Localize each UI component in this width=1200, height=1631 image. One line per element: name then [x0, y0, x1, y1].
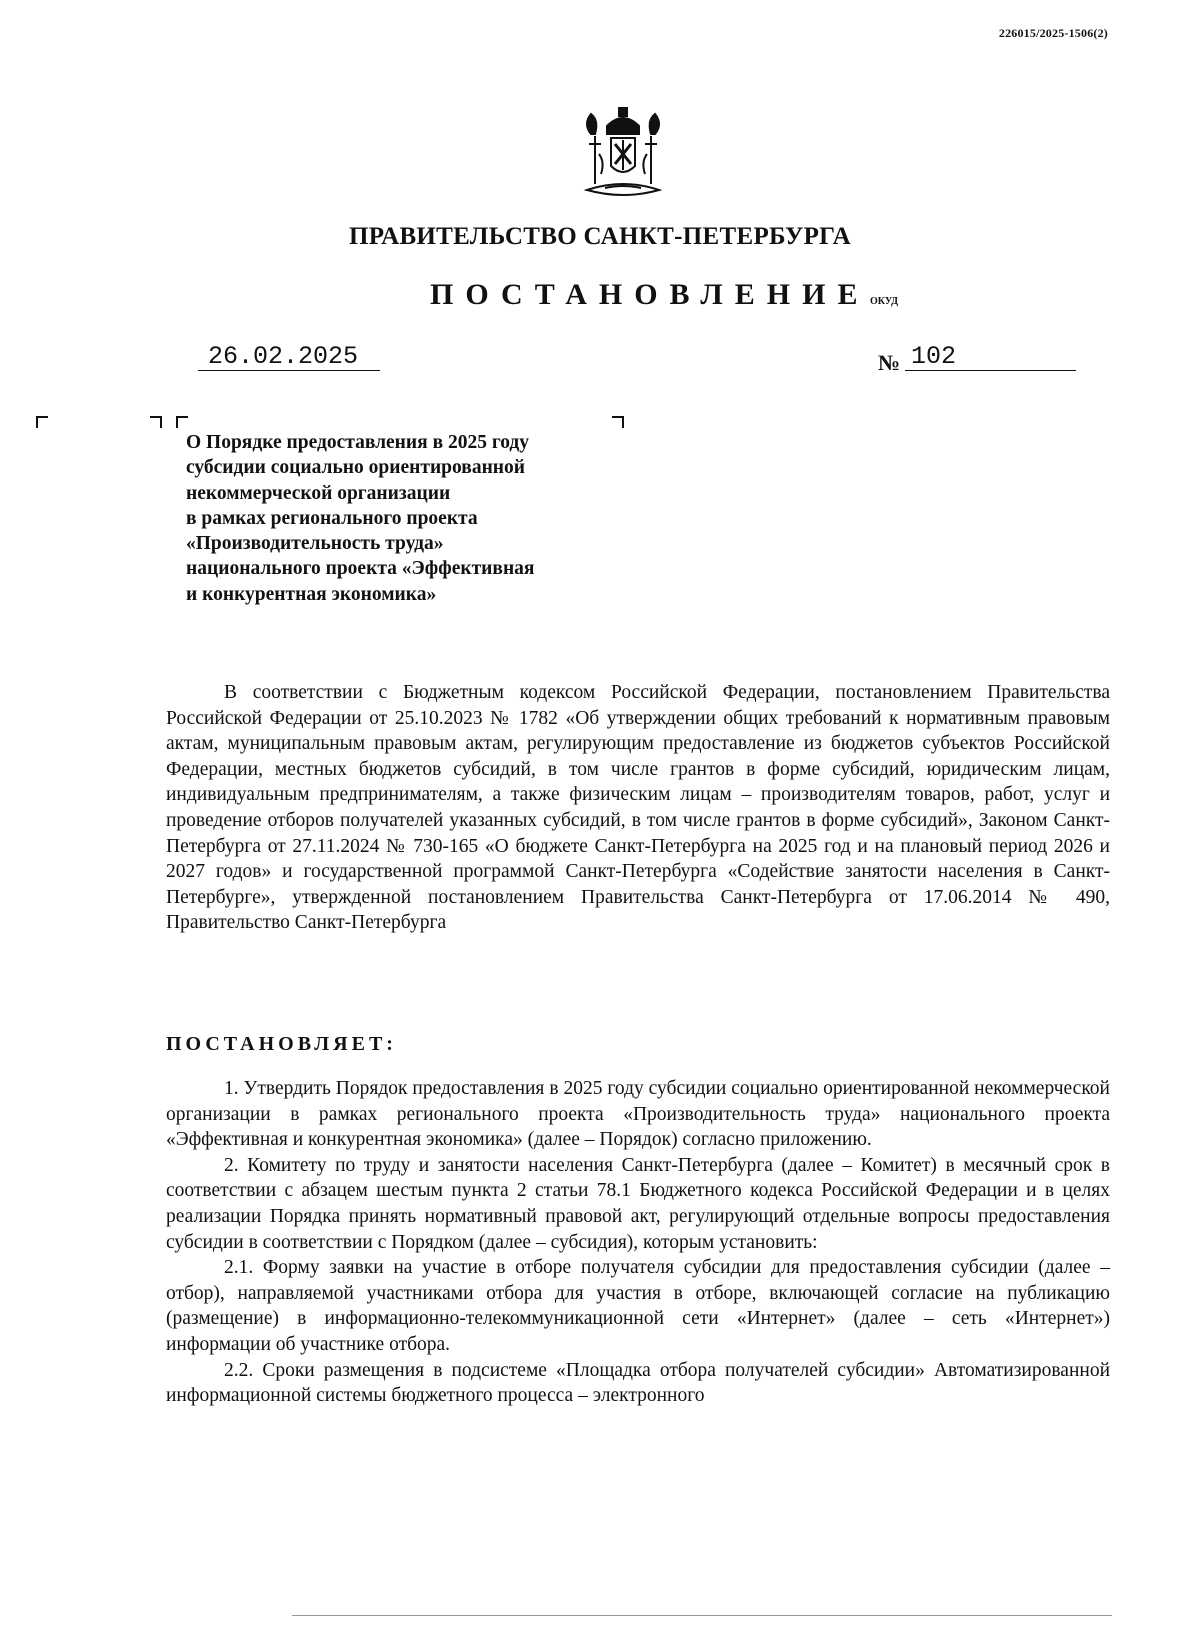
title-line: «Производительность труда» [186, 533, 444, 555]
title-line: субсидии социально ориентированной [186, 457, 526, 479]
government-name: ПРАВИТЕЛЬСТВО САНКТ-ПЕТЕРБУРГА [348, 223, 852, 250]
corner-mark-icon [150, 416, 162, 428]
decree-title [186, 430, 535, 607]
corner-mark-icon [176, 416, 188, 428]
paragraph-2: 2. Комитету по труду и занятости населения Санкт-Петербурга (далее – Комитет) в месячный срок в соответствии с абзацем шестым пункта 2 статьи 78.1 Бюджетного кодекса Российской Федерации и в целях реализации Порядка принять нормативный правовой акт, регулирующий отдельные вопросы предоставления субсидии в соответствии с Порядком (далее – субсидия), которым установить: [166, 1154, 1110, 1253]
document-type: ПОСТАНОВЛЕНИЕ [430, 278, 870, 311]
title-line: некоммерческой организации [186, 482, 451, 504]
corner-mark-icon [612, 416, 624, 428]
decree-number: 102 [905, 344, 1076, 371]
decree-body [166, 1076, 1110, 1409]
title-line: в рамках регионального проекта [186, 507, 478, 529]
coat-of-arms-icon [577, 104, 669, 200]
decree-date: 26.02.2025 [198, 344, 380, 371]
title-line: национального проекта «Эффективная [186, 558, 535, 580]
preamble: В соответствии с Бюджетным кодексом Российской Федерации, постановлением Правительства Российской Федерации от 25.10.2023 № 1782 «Об утверждении общих требований к нормативным правовым актам, муниципальным правовым актам, регулирующим предоставление из бюджетов субъектов Российской Федерации, местных бюджетов субсидий, в том числе грантов в форме субсидий, юридическим лицам, индивидуальным предпринимателям, а также физическим лицам – производителям товаров, работ, услуг и проведение отборов получателей указанных субсидий, в том числе грантов в форме субсидий», Законом Санкт-Петербурга от 27.11.2024 № 730-165 «О бюджете Санкт-Петербурга на 2025 год и на плановый период 2026 и 2027 годов» и государственной программой Санкт-Петербурга «Содействие занятости населения в Санкт-Петербурге», утвержденной постановлением Правительства Санкт-Петербурга от 17.06.2014 № 490, Правительство Санкт-Петербурга [166, 682, 1110, 934]
resolves-heading: ПОСТАНОВЛЯЕТ: [166, 1033, 397, 1055]
title-line: и конкурентная экономика» [186, 583, 437, 605]
paragraph-2-2: 2.2. Сроки размещения в подсистеме «Площадка отбора получателей субсидии» Автоматизированной информационной системы бюджетного процесса – электронного [166, 1359, 1110, 1407]
paragraph-1: 1. Утвердить Порядок предоставления в 2025 году субсидии социально ориентированной некоммерческой организации в рамках регионального проекта «Производительность труда» национального проекта «Эффективная и конкурентная экономика» (далее – Порядок) согласно приложению. [166, 1078, 1110, 1151]
registration-number: 226015/2025-1506(2) [998, 26, 1108, 40]
preamble-block [166, 680, 1110, 936]
okud-label: ОКУД [870, 296, 899, 307]
page-divider [292, 1615, 1112, 1616]
paragraph-2-1: 2.1. Форму заявки на участие в отборе получателя субсидии для предоставления субсидии (далее – отбор), направляемой участниками отбора для участия в отборе, включающей согласие на публикацию (размещение) в информационно-телекоммуникационной сети «Интернет» (далее – сеть «Интернет») информации об участнике отбора. [166, 1257, 1110, 1355]
corner-mark-icon [36, 416, 48, 428]
number-label: № [878, 350, 901, 375]
title-line: О Порядке предоставления в 2025 году [186, 432, 530, 453]
